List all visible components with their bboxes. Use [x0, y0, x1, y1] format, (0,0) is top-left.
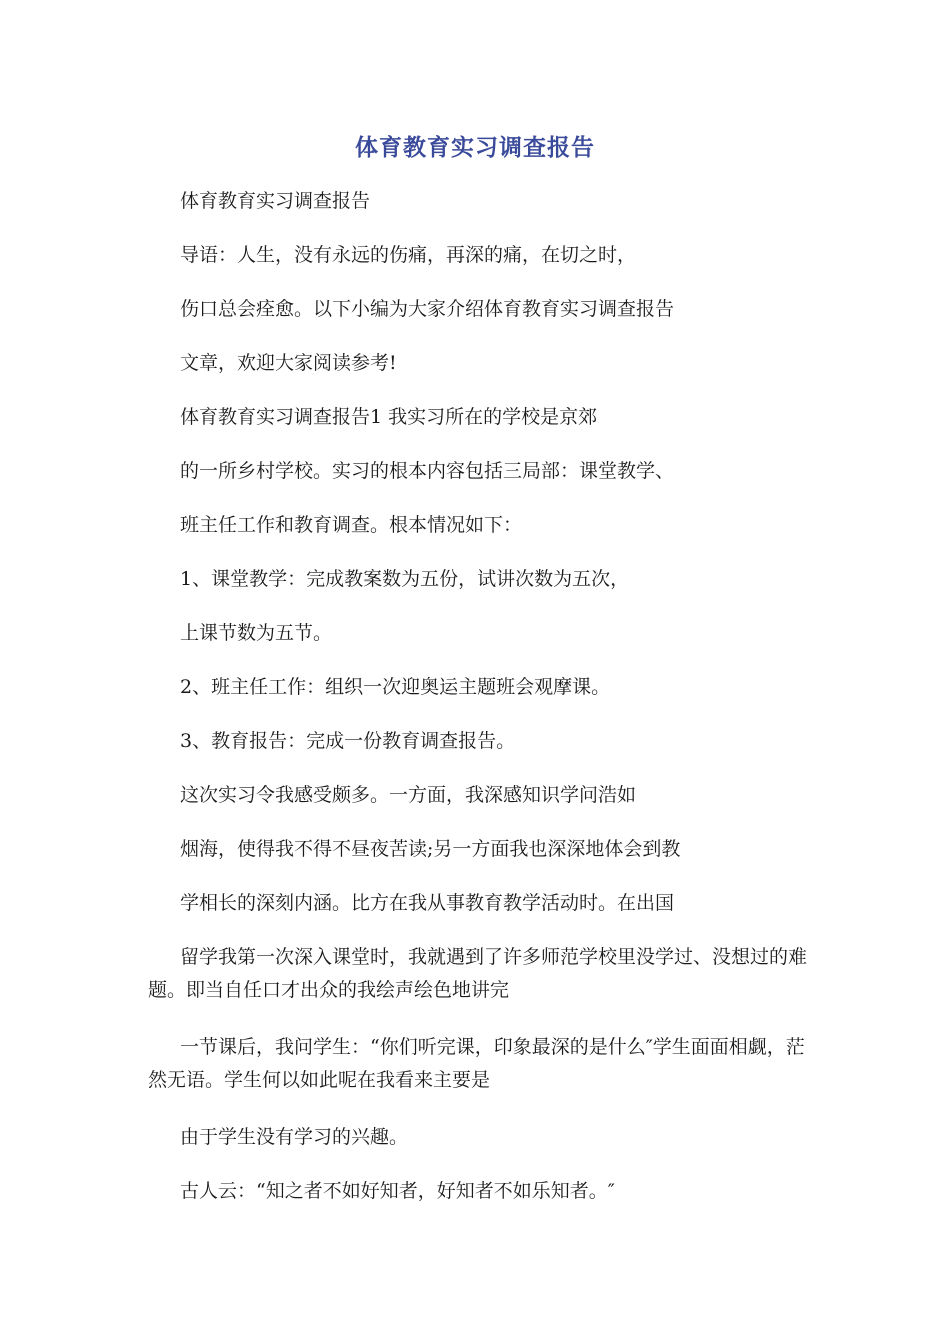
paragraph: 文章，欢迎大家阅读参考! — [180, 352, 397, 374]
paragraph: 这次实习令我感受颇多。一方面，我深感知识学问浩如 — [180, 784, 637, 806]
paragraph: 留学我第一次深入课堂时，我就遇到了许多师范学校里没学过、没想过的难题。即当自任口才出众的我绘声绘色地讲完 — [148, 946, 808, 1001]
paragraph: 3、教育报告：完成一份教育调查报告。 — [180, 730, 516, 752]
paragraph: 1、课堂教学：完成教案数为五份，试讲次数为五次， — [180, 568, 630, 590]
paragraph: 导语：人生，没有永远的伤痛，再深的痛，在切之时， — [180, 244, 637, 266]
paragraph: 上课节数为五节。 — [180, 622, 333, 644]
paragraph: 班主任工作和教育调查。根本情况如下： — [180, 514, 523, 536]
document-title: 体育教育实习调查报告 — [355, 135, 595, 161]
paragraph: 学相长的深刻内涵。比方在我从事教育教学活动时。在出国 — [180, 892, 675, 914]
paragraph: 由于学生没有学习的兴趣。 — [180, 1126, 409, 1148]
paragraph: 体育教育实习调查报告1 我实习所在的学校是京郊 — [180, 406, 598, 428]
paragraph: 一节课后，我问学生：“你们听完课，印象最深的是什么″学生面面相觑，茫然无语。学生何以如此呢在我看来主要是 — [148, 1036, 805, 1091]
paragraph: 古人云：“知之者不如好知者，好知者不如乐知者。″ — [180, 1180, 615, 1202]
paragraph: 的一所乡村学校。实习的根本内容包括三局部：课堂教学、 — [180, 460, 675, 482]
paragraph: 体育教育实习调查报告 — [180, 190, 371, 212]
paragraph: 2、班主任工作：组织一次迎奥运主题班会观摩课。 — [180, 676, 611, 698]
paragraph: 烟海，使得我不得不昼夜苦读;另一方面我也深深地体会到教 — [180, 838, 681, 860]
paragraph: 伤口总会痊愈。以下小编为大家介绍体育教育实习调查报告 — [180, 298, 675, 320]
